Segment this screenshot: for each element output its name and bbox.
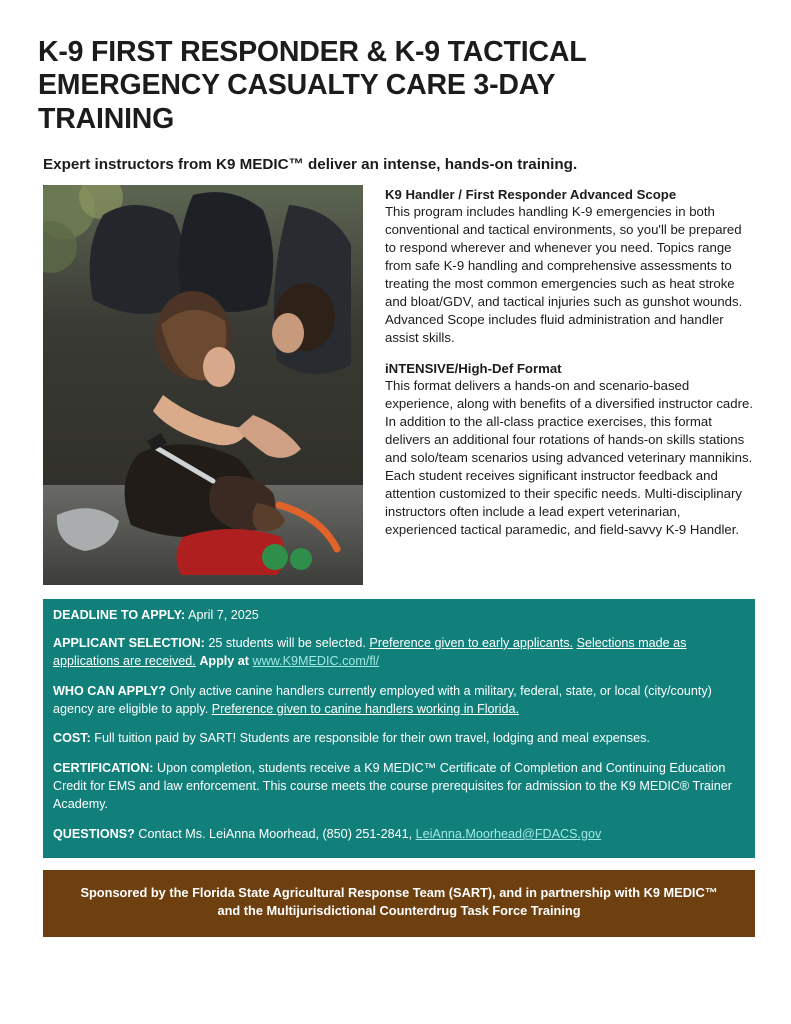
sponsor-footer [43,870,755,937]
panel-row-cost [53,730,745,748]
section-text-advanced-scope: This program includes handling K-9 emergencies in both conventional and tactical environments, so you'll be prepared to respond wherever and whenever you need. Topics range from safe K-9 handling and comprehensive assessments to treating the most common emergencies such as heat stroke and bloat/GDV, and tactical injuries such as gunshot wounds. Advanced Scope includes fluid administration and handler assist skills. [385,204,743,346]
applicant-selection-value: 25 students will be selected. [208,635,370,650]
section-heading-advanced-scope: K9 Handler / First Responder Advanced Scope [385,187,677,203]
certification-label: CERTIFICATION: [53,761,154,776]
applicant-selection-underline-2: Selections made as applications are received. [53,635,687,668]
footer-line-2: and the Multijurisdictional Counterdrug Task Force Training [217,903,581,919]
section-heading-format: iNTENSIVE/High-Def Format [385,361,562,377]
who-can-apply-label: WHO CAN APPLY? [53,683,167,698]
panel-row-who-can-apply [53,683,745,719]
questions-label: QUESTIONS? [53,826,135,841]
content-row [38,185,753,585]
cost-label: COST: [53,731,91,746]
panel-row-applicant-selection [53,635,745,671]
footer-line-1: Sponsored by the Florida State Agricultural Response Team (SART), and in partnership with K9 MEDIC™ [80,884,718,900]
apply-link[interactable]: www.K9MEDIC.com/fl/ [252,653,380,668]
section-text-format: This format delivers a hands-on and scenario-based experience, along with benefits of a diversified instructor cadre. In addition to the all-class practice exercises, this format delivers an additional four rotations of hands-on skills stations and solo/team scenarios using advanced veterinary mannikins. Each student receives significant instructor feedback and attention customized to their specific needs. Multi-disciplinary instructors often include a lead expert veterinarian, experienced tactical paramedic, and field-savvy K-9 Handler. [385,378,753,538]
deadline-value: April 7, 2025 [188,608,259,623]
panel-row-questions [53,826,745,844]
certification-value: Upon completion, students receive a K9 MEDIC™ Certificate of Completion and Continuing Education Credit for EMS and law enforcement. This course meets the course prerequisites for admission to the K9 MEDIC® Trainer Academy. [53,761,732,812]
page-subtitle: Expert instructors from K9 MEDIC™ deliver an intense, hands-on training. [43,156,578,174]
contact-email-link[interactable]: LeiAnna.Moorhead@FDACS.gov [415,826,602,841]
who-can-apply-underline: Preference given to canine handlers working in Florida. [211,701,520,716]
who-can-apply-value: Only active canine handlers currently employed with a military, federal, state, or local (city/county) agency are eligible to apply. [53,683,712,716]
info-panel [43,599,755,858]
cost-value: Full tuition paid by SART! Students are responsible for their own travel, lodging and meal expenses. [94,731,650,746]
applicant-selection-underline-1: Preference given to early applicants. [369,635,574,650]
training-photo [43,185,363,585]
panel-row-certification [53,760,745,814]
panel-row-deadline [53,607,745,625]
content-copy [363,185,753,539]
applicant-selection-label: APPLICANT SELECTION: [53,635,205,650]
apply-at-label: Apply at [199,653,249,668]
questions-value: Contact Ms. LeiAnna Moorhead, (850) 251-2841, [138,826,413,841]
page-title: K-9 FIRST RESPONDER & K-9 TACTICAL EMERGENCY CASUALTY CARE 3-DAY TRAINING [38,36,586,135]
deadline-label: DEADLINE TO APPLY: [53,608,186,623]
